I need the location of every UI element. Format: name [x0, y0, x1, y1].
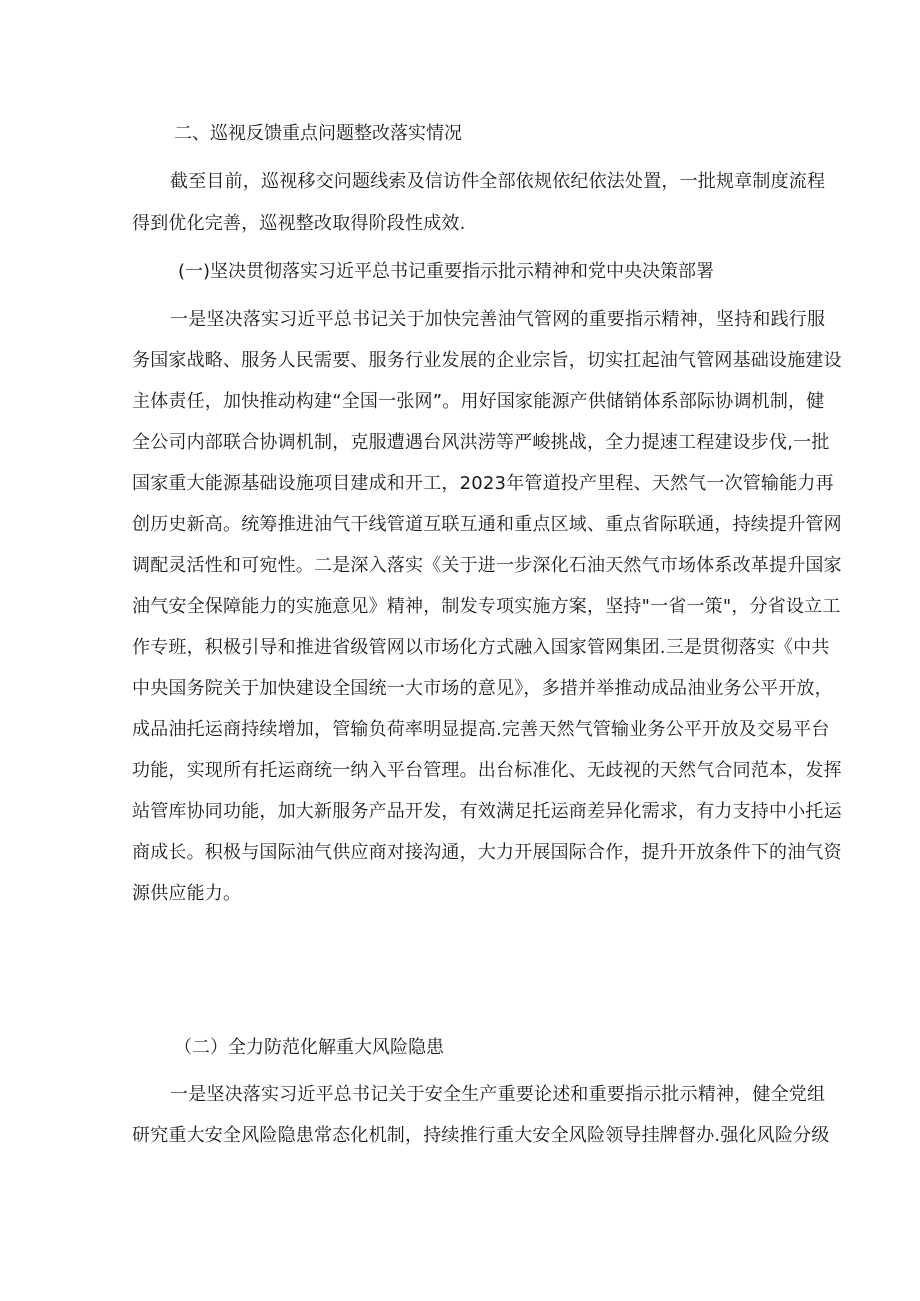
paragraph-line: 一是坚决落实习近平总书记关于安全生产重要论述和重要指示批示精神，健全党组	[170, 1084, 826, 1105]
paragraph-line: 创历史新高。统筹推进油气干线管道互联互通和重点区域、重点省际联通，持续提升管网	[132, 514, 842, 535]
intro-line: 得到优化完善，巡视整改取得阶段性成效.	[132, 213, 466, 234]
paragraph-line: 成品油托运商持续增加，管输负荷率明显提高.完善天然气管输业务公平开放及交易平台	[132, 719, 830, 740]
paragraph-line: 站管库协同功能，加大新服务产品开发，有效满足托运商差异化需求，有力支持中小托运	[132, 801, 842, 822]
paragraph-line: 作专班，积极引导和推进省级管网以市场化方式融入国家管网集团.三是贯彻落实《中共	[132, 637, 830, 658]
subsection-title: （二）全力防范化解重大风险隐患	[174, 1037, 444, 1058]
paragraph-line: 调配灵活性和可宛性。二是深入落实《关于进一步深化石油天然气市场体系改革提升国家	[132, 555, 842, 576]
paragraph-line: 主体责任，加快推动构建“全国一张网”。用好国家能源产供储销体系部际协调机制，健	[132, 391, 825, 412]
paragraph-line: 研究重大安全风险隐患常态化机制，持续推行重大安全风险领导挂牌督办.强化风险分级	[132, 1125, 830, 1146]
paragraph-line: 国家重大能源基础设施项目建成和开工，2023年管道投产里程、天然气一次管输能力再	[132, 473, 834, 494]
paragraph-line: 务国家战略、服务人民需要、服务行业发展的企业宗旨，切实扛起油气管网基础设施建设	[132, 350, 842, 371]
paragraph-line: 中央国务院关于加快建设全国统一大市场的意见》，多措并举推动成品油业务公平开放，	[132, 678, 833, 699]
paragraph-line: 源供应能力。	[132, 883, 242, 904]
section-title: 二、巡视反馈重点问题整改落实情况	[174, 123, 462, 144]
paragraph-line: 油气安全保障能力的实施意见》精神，制发专项实施方案，坚持"一省一策"，分省设立工	[132, 596, 841, 617]
paragraph-line: 功能，实现所有托运商统一纳入平台管理。出台标准化、无歧视的天然气合同范本，发挥	[132, 760, 842, 781]
subsection-title: (一)坚决贯彻落实习近平总书记重要指示批示精神和党中央决策部署	[178, 261, 715, 282]
paragraph-line: 商成长。积极与国际油气供应商对接沟通，大力开展国际合作，提升开放条件下的油气资	[132, 842, 842, 863]
intro-line: 截至目前，巡视移交问题线索及信访件全部依规依纪依法处置，一批规章制度流程	[170, 171, 826, 192]
paragraph-line: 一是坚决落实习近平总书记关于加快完善油气管网的重要指示精神，坚持和践行服	[170, 309, 826, 330]
paragraph-line: 全公司内部联合协调机制，克服遭遇台风洪涝等严峻挑战，全力提速工程建设步伐,一批	[132, 432, 830, 453]
